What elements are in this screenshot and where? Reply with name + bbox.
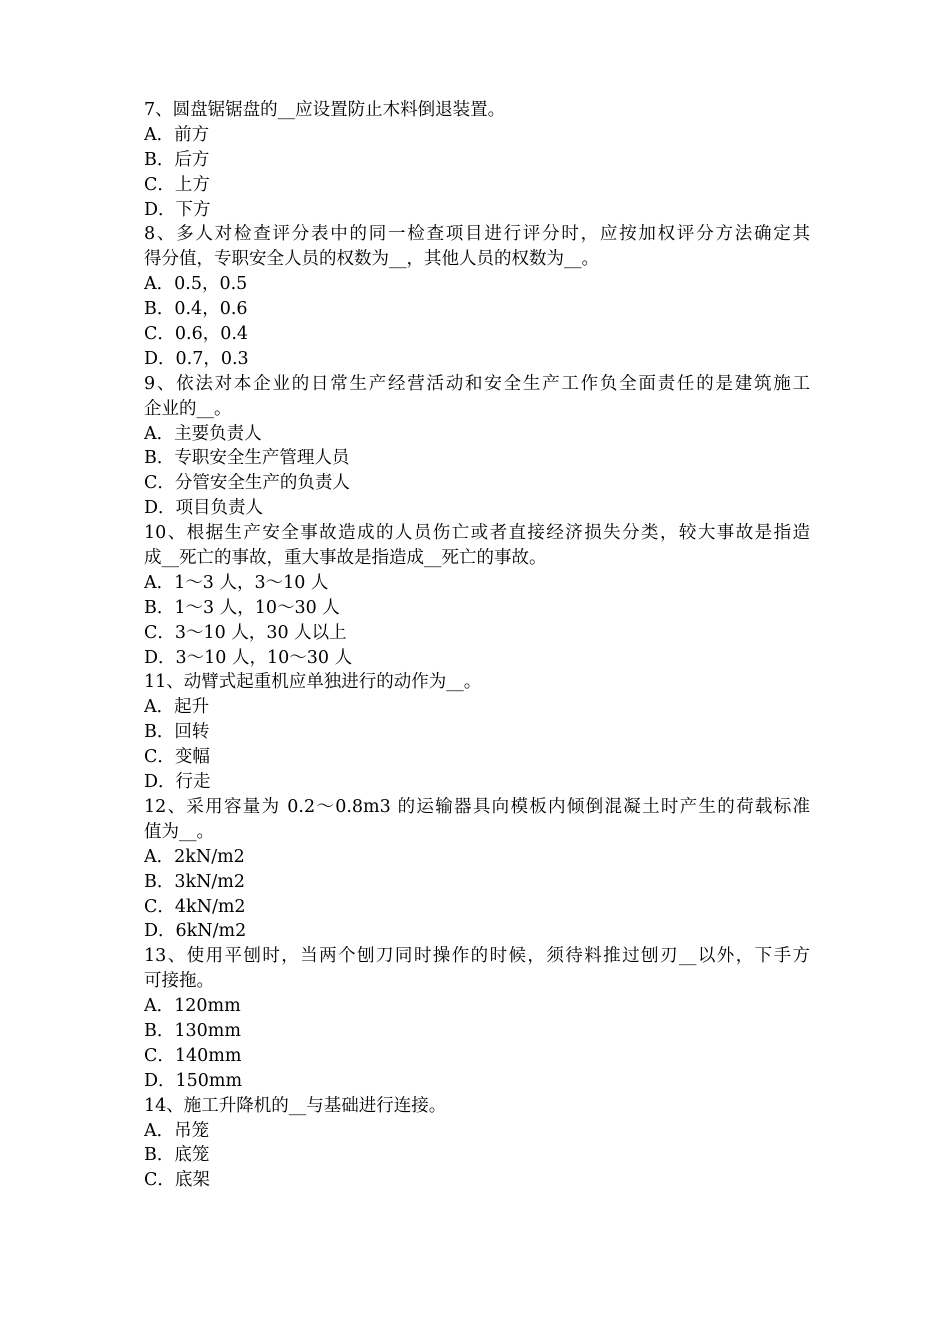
question-stem-line: 14、施工升降机的__与基础进行连接。 bbox=[144, 1095, 447, 1116]
question-block bbox=[144, 98, 810, 222]
question-stem-line: 11、动臂式起重机应单独进行的动作为__。 bbox=[144, 672, 482, 693]
answer-option: D．行走 bbox=[144, 772, 211, 793]
answer-option: D．项目负责人 bbox=[144, 498, 264, 519]
answer-option: A．2kN/m2 bbox=[144, 846, 245, 867]
answer-option: C．140mm bbox=[144, 1045, 242, 1066]
question-stem-line: 12、采用容量为 0.2～0.8m3 的运输器具向模板内倾倒混凝土时产生的荷载标准 bbox=[144, 796, 810, 817]
question-block bbox=[144, 1094, 810, 1194]
answer-option: B．130mm bbox=[144, 1020, 241, 1041]
answer-option: D．150mm bbox=[144, 1070, 243, 1091]
answer-option: D．3～10 人，10～30 人 bbox=[144, 647, 353, 668]
question-block bbox=[144, 670, 810, 794]
answer-option: D．0.7，0.3 bbox=[144, 348, 249, 369]
answer-option: C．变幅 bbox=[144, 747, 210, 768]
answer-option: A．0.5，0.5 bbox=[144, 274, 248, 295]
document-body bbox=[144, 98, 810, 1193]
question-stem-line: 7、圆盘锯锯盘的__应设置防止木料倒退装置。 bbox=[144, 100, 506, 120]
answer-option: B．3kN/m2 bbox=[144, 871, 246, 892]
question-stem-line: 企业的__。 bbox=[144, 398, 232, 419]
question-stem-line: 13、使用平刨时，当两个刨刀同时操作的时候，须待料推过刨刃__以外，下手方 bbox=[144, 946, 810, 967]
question-block bbox=[144, 222, 810, 371]
question-block bbox=[144, 521, 810, 670]
answer-option: C．底架 bbox=[144, 1170, 210, 1191]
answer-option: C．上方 bbox=[144, 174, 210, 195]
question-block bbox=[144, 795, 810, 944]
answer-option: B．底笼 bbox=[144, 1145, 210, 1166]
question-stem-line: 9、依法对本企业的日常生产经营活动和安全生产工作负全面责任的是建筑施工 bbox=[144, 373, 810, 394]
question-stem-line: 10、根据生产安全事故造成的人员伤亡或者直接经济损失分类，较大事故是指造 bbox=[144, 523, 810, 544]
answer-option: B．专职安全生产管理人员 bbox=[144, 448, 350, 469]
answer-option: A．前方 bbox=[144, 124, 210, 145]
answer-option: B．后方 bbox=[144, 149, 210, 170]
answer-option: B．回转 bbox=[144, 722, 210, 743]
answer-option: D．下方 bbox=[144, 199, 211, 220]
answer-option: A．1～3 人，3～10 人 bbox=[144, 572, 329, 593]
answer-option: D．6kN/m2 bbox=[144, 921, 247, 942]
answer-option: C．分管安全生产的负责人 bbox=[144, 473, 350, 494]
answer-option: A．吊笼 bbox=[144, 1120, 210, 1141]
question-stem-line: 成__死亡的事故，重大事故是指造成__死亡的事故。 bbox=[144, 548, 547, 569]
question-stem-line: 可接拖。 bbox=[144, 971, 214, 992]
answer-option: A．起升 bbox=[144, 697, 210, 718]
answer-option: A．120mm bbox=[144, 996, 241, 1017]
question-block bbox=[144, 944, 810, 1093]
answer-option: A．主要负责人 bbox=[144, 423, 262, 444]
question-stem-line: 得分值，专职安全人员的权数为__，其他人员的权数为__。 bbox=[144, 249, 599, 270]
question-block bbox=[144, 372, 810, 521]
answer-option: B．0.4，0.6 bbox=[144, 299, 248, 320]
question-stem-line: 值为__。 bbox=[144, 821, 214, 842]
answer-option: C．4kN/m2 bbox=[144, 896, 246, 917]
answer-option: C．0.6，0.4 bbox=[144, 324, 249, 345]
question-stem-line: 8、多人对检查评分表中的同一检查项目进行评分时，应按加权评分方法确定其 bbox=[144, 224, 810, 245]
answer-option: B．1～3 人，10～30 人 bbox=[144, 597, 340, 618]
answer-option: C．3～10 人，30 人以上 bbox=[144, 622, 347, 643]
